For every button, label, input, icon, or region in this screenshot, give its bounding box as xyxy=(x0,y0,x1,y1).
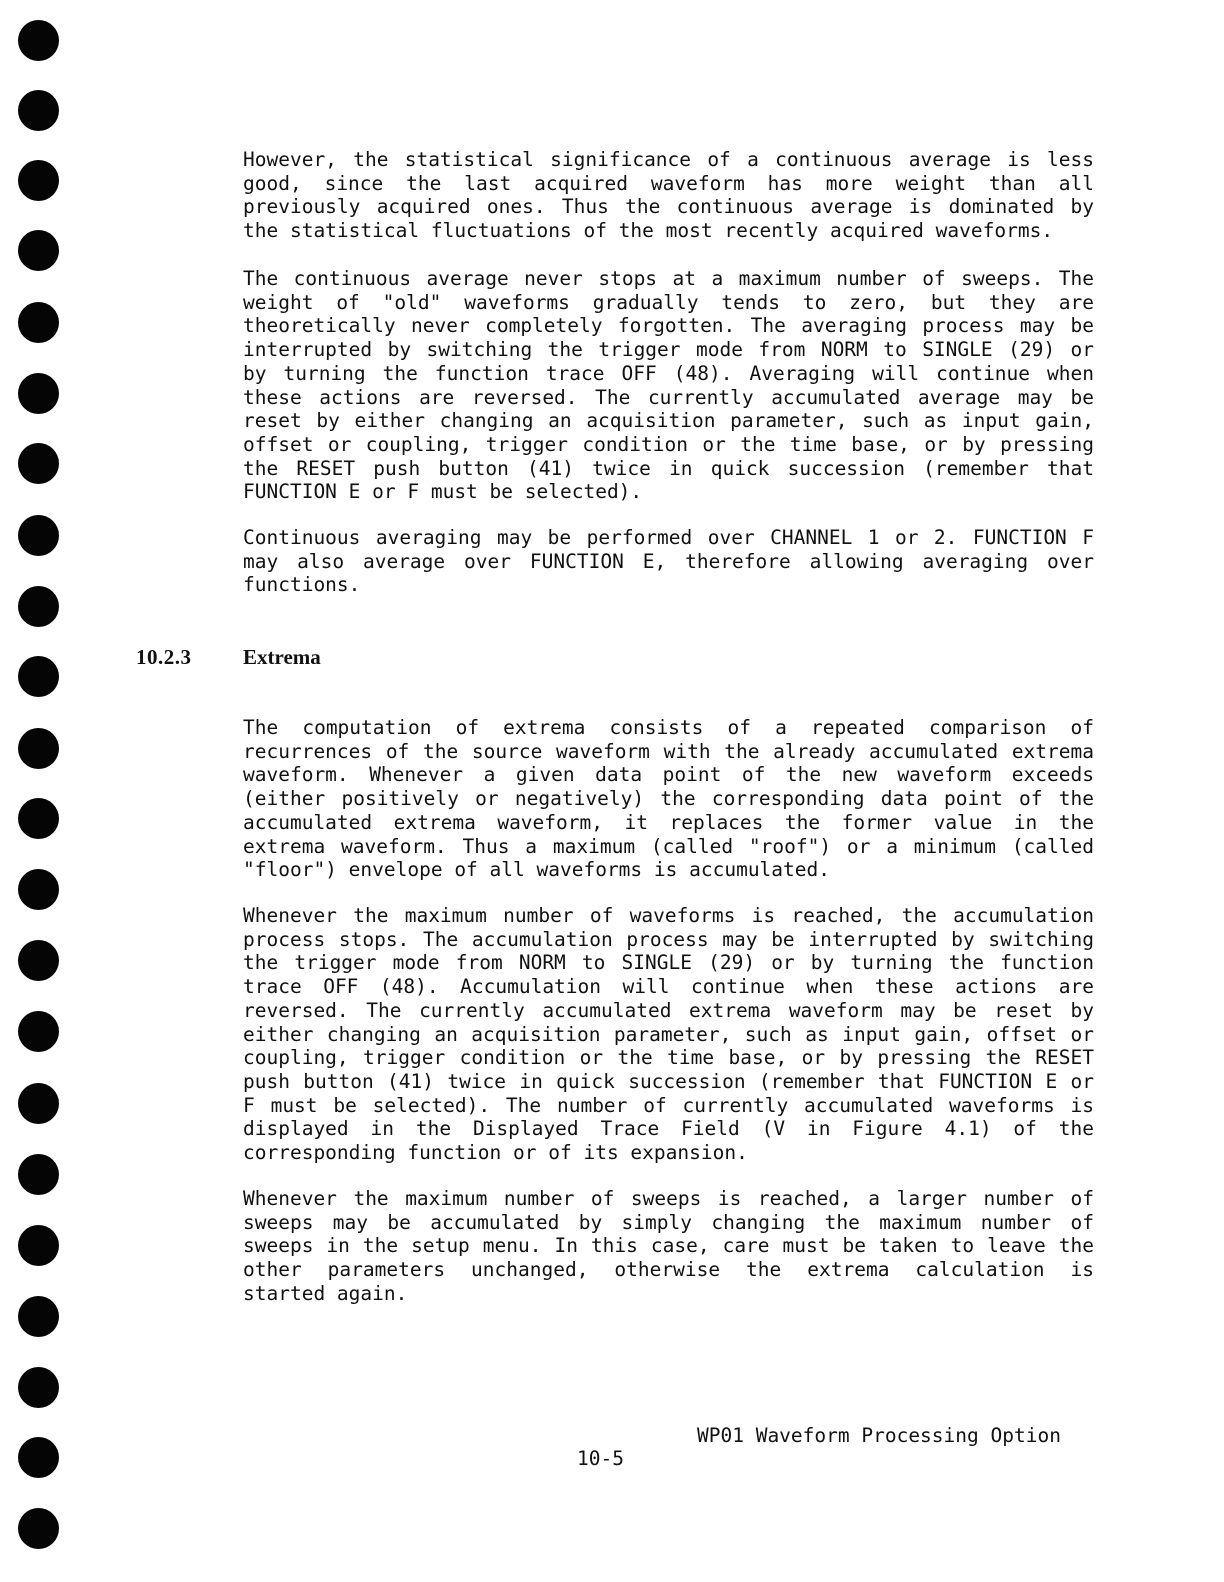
text-line: sweeps may be accumulated by simply changing the maximum number of xyxy=(243,1210,1094,1234)
text-line: the RESET push button (41) twice in quick succession (remember that xyxy=(243,456,1094,480)
paragraph-extrema-max-sweeps xyxy=(243,1187,1094,1306)
text-line: coupling, trigger condition or the time base, or by pressing the RESET xyxy=(243,1046,1094,1070)
binder-hole xyxy=(18,1367,59,1408)
binder-hole xyxy=(18,1154,59,1195)
binder-hole xyxy=(18,586,59,627)
text-line: theoretically never completely forgotten. The averaging process may be xyxy=(243,314,1094,338)
text-line: FUNCTION E or F must be selected). xyxy=(243,480,643,504)
text-line: The continuous average never stops at a maximum number of sweeps. The xyxy=(243,267,1094,290)
paragraph-continuous-average xyxy=(243,267,1094,504)
text-line: Whenever the maximum number of sweeps is reached, a larger number of xyxy=(243,1187,1094,1210)
text-line: Whenever the maximum number of waveforms is reached, the accumulation xyxy=(243,904,1094,927)
paragraph-statistical-significance xyxy=(243,148,1094,243)
binder-hole xyxy=(18,443,59,484)
text-line: displayed in the Displayed Trace Field (V in Figure 4.1) of the xyxy=(243,1117,1094,1141)
text-line: sweeps in the setup menu. In this case, care must be taken to leave the xyxy=(243,1234,1094,1258)
text-line: waveform. Whenever a given data point of the new waveform exceeds xyxy=(243,763,1094,787)
text-line: process stops. The accumulation process may be interrupted by switching xyxy=(243,927,1094,951)
text-line: reset by either changing an acquisition parameter, such as input gain, xyxy=(243,409,1094,433)
text-line: reversed. The currently accumulated extrema waveform may be reset by xyxy=(243,998,1094,1022)
text-line: good, since the last acquired waveform has more weight than all xyxy=(243,171,1094,195)
paragraph-extrema-computation xyxy=(243,716,1094,882)
binder-hole xyxy=(18,1437,59,1478)
binder-hole xyxy=(18,515,59,556)
text-line: functions. xyxy=(243,573,361,597)
footer-title: WP01 Waveform Processing Option xyxy=(697,1424,1061,1447)
binder-hole xyxy=(18,940,59,981)
binder-hole xyxy=(18,656,59,697)
text-line: accumulated extrema waveform, it replaces the former value in the xyxy=(243,810,1094,834)
text-line: the statistical fluctuations of the most recently acquired waveforms. xyxy=(243,219,1054,243)
text-line: offset or coupling, trigger condition or the time base, or by pressing xyxy=(243,432,1094,456)
text-line: either changing an acquisition parameter, such as input gain, offset or xyxy=(243,1022,1094,1046)
binder-hole xyxy=(18,160,59,201)
text-line: weight of "old" waveforms gradually tends to zero, but they are xyxy=(243,290,1094,314)
binder-hole xyxy=(18,728,59,769)
binder-hole xyxy=(18,1296,59,1337)
text-line: The computation of extrema consists of a repeated comparison of xyxy=(243,716,1094,739)
binder-hole xyxy=(18,230,59,271)
text-line: previously acquired ones. Thus the continuous average is dominated by xyxy=(243,195,1094,219)
text-line: the trigger mode from NORM to SINGLE (29) or by turning the function xyxy=(243,951,1094,975)
paragraph-extrema-accumulation xyxy=(243,904,1094,1165)
binder-holes xyxy=(0,0,80,1582)
binder-hole xyxy=(18,302,59,343)
binder-hole xyxy=(18,1083,59,1124)
text-line: push button (41) twice in quick succession (remember that FUNCTION E or xyxy=(243,1069,1094,1093)
text-line: F must be selected). The number of currently accumulated waveforms is xyxy=(243,1093,1094,1117)
binder-hole xyxy=(18,90,59,131)
binder-hole xyxy=(18,20,59,61)
binder-hole xyxy=(18,1508,59,1549)
text-line: "floor") envelope of all waveforms is accumulated. xyxy=(243,858,830,882)
text-line: interrupted by switching the trigger mode from NORM to SINGLE (29) or xyxy=(243,338,1094,362)
text-line: trace OFF (48). Accumulation will continue when these actions are xyxy=(243,975,1094,999)
text-line: started again. xyxy=(243,1281,408,1305)
text-line: recurrences of the source waveform with the already accumulated extrema xyxy=(243,739,1094,763)
binder-hole xyxy=(18,1011,59,1052)
text-line: corresponding function or of its expansion. xyxy=(243,1141,748,1165)
binder-hole xyxy=(18,869,59,910)
text-line: Continuous averaging may be performed over CHANNEL 1 or 2. FUNCTION F xyxy=(243,526,1094,549)
text-line: other parameters unchanged, otherwise the extrema calculation is xyxy=(243,1258,1094,1282)
text-line: may also average over FUNCTION E, therefore allowing averaging over xyxy=(243,549,1094,573)
binder-hole xyxy=(18,373,59,414)
paragraph-continuous-averaging-channels xyxy=(243,526,1094,597)
binder-hole xyxy=(18,798,59,839)
text-line: However, the statistical significance of a continuous average is less xyxy=(243,148,1094,171)
section-title: Extrema xyxy=(243,645,321,669)
section-number: 10.2.3 xyxy=(136,645,192,669)
binder-hole xyxy=(18,1225,59,1266)
page-number: 10-5 xyxy=(577,1447,624,1470)
text-line: (either positively or negatively) the corresponding data point of the xyxy=(243,787,1094,811)
text-line: these actions are reversed. The currently accumulated average may be xyxy=(243,385,1094,409)
text-line: extrema waveform. Thus a maximum (called "roof") or a minimum (called xyxy=(243,834,1094,858)
text-line: by turning the function trace OFF (48). Averaging will continue when xyxy=(243,361,1094,385)
